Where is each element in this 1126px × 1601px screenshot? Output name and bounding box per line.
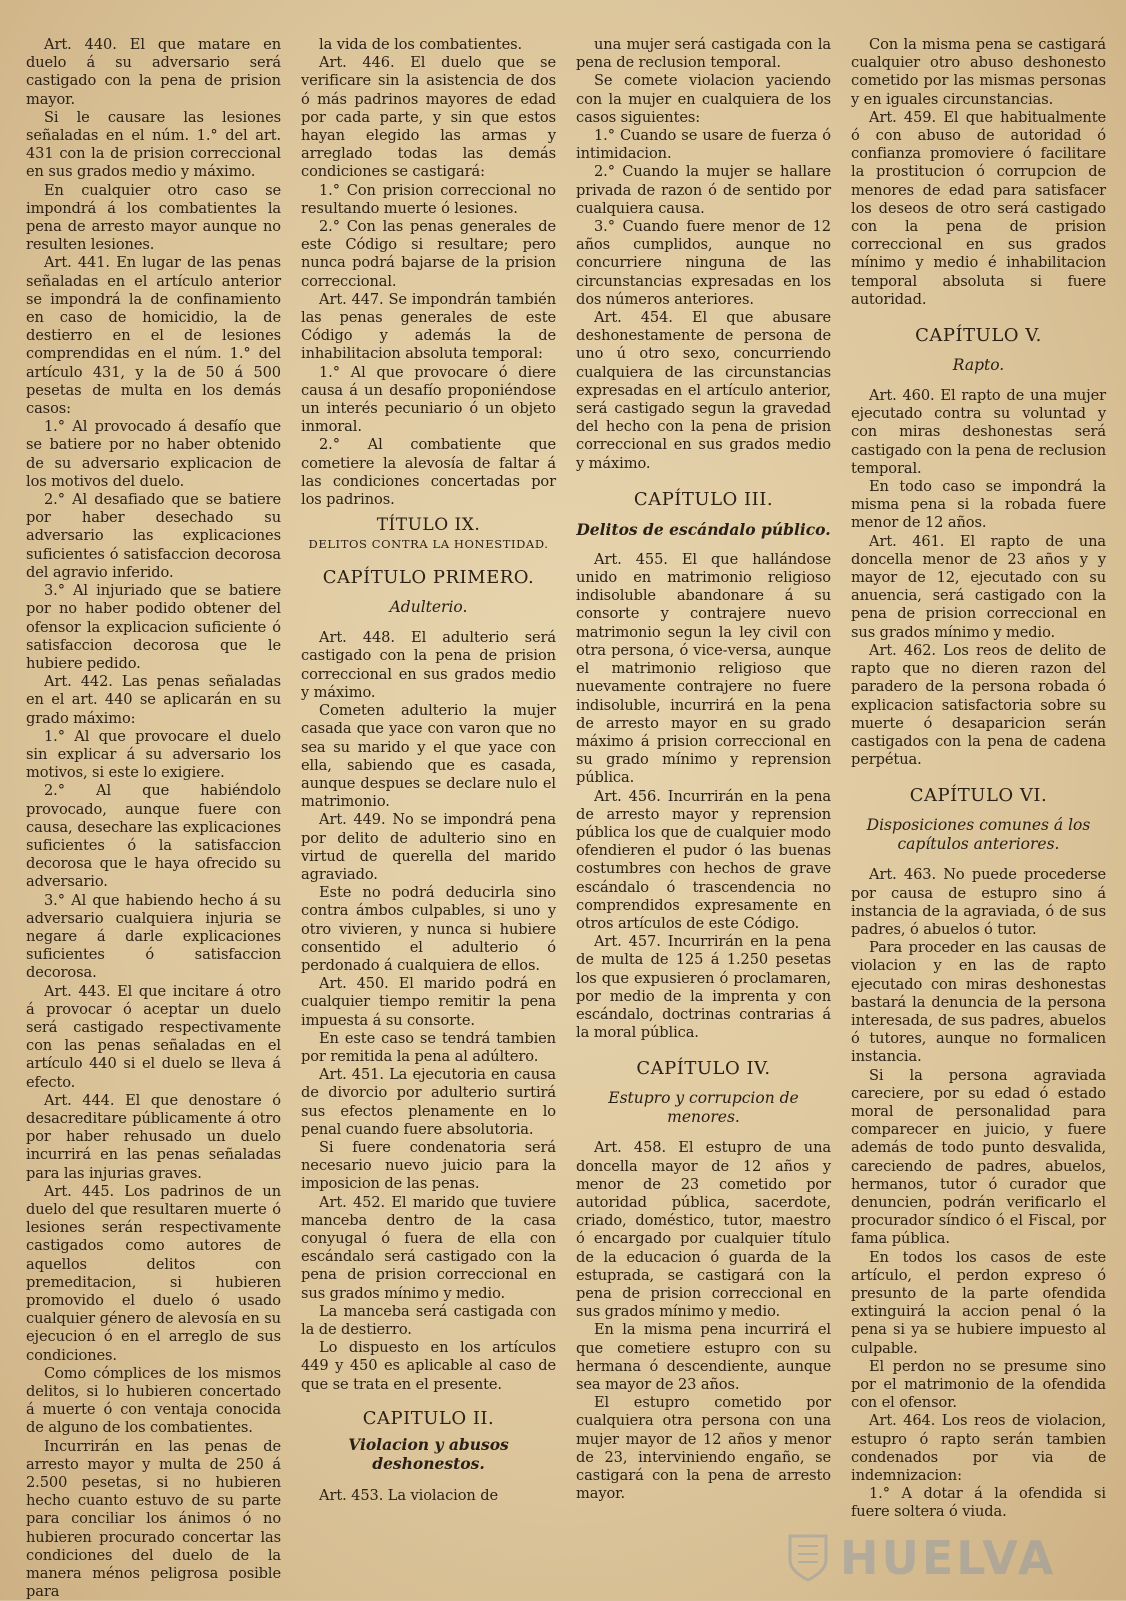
paragraph: Art. 442. Las penas señaladas en el art. 440 se aplicarán en su grado máximo:: [26, 673, 281, 727]
paragraph: 1.° Con prision correccional no resultando muerte ó lesiones.: [301, 181, 556, 217]
title-subheading: DELITOS CONTRA LA HONESTIDAD.: [308, 537, 549, 552]
paragraph: Art. 453. La violacion de: [319, 1486, 499, 1504]
paragraph: Art. 452. El marido que tuviere manceba dentro de la casa conyugal ó fuera de ella con escándalo será castigado con la pena de prision correccional en sus grados mínimo y medio.: [301, 1193, 556, 1302]
paragraph: En la misma pena incurrirá el que cometiere estupro con su hermana ó descendiente, aunque sea mayor de 23 años.: [576, 1321, 831, 1393]
column-1: [26, 36, 281, 1601]
paragraph: Si la persona agraviada careciere, por su edad ó estado moral de personalidad para comparecer en juicio, y fuere además de todo punto desvalida, careciendo de padres, abuelos, hermanos, tutor ó curador que denuncien, podrán verificarlo el procurador síndico ó el Fiscal, por fama pública.: [851, 1066, 1106, 1248]
archive-watermark: [786, 1530, 1057, 1586]
paragraph: Este no podrá deducirla sino contra ámbos culpables, si uno y otro vivieren, y nunca si hubiere consentido el adulterio ó perdonado á cualquiera de ellos.: [301, 884, 556, 974]
chapter-1-heading: CAPÍTULO PRIMERO.: [322, 567, 535, 589]
paragraph: 1.° Al que provocare ó diere causa á un desafío proponiéndose un interés pecuniario ó un objeto inmoral.: [301, 363, 556, 436]
paragraph: 1.° Al provocado á desafío que se batiere por no haber obtenido de su adversario explicacion de los motivos del duelo.: [26, 418, 281, 490]
paragraph: Art. 441. En lugar de las penas señaladas en el artículo anterior se impondrá la de confinamiento en caso de homicidio, la de destierro en el de lesiones comprendidas en el núm. 1.° del artículo 431, y la de 50 á 500 pesetas de multa en los demás casos:: [26, 254, 281, 418]
chapter-4-heading: CAPÍTULO IV.: [636, 1058, 771, 1080]
paragraph: 1.° Cuando se usare de fuerza ó intimidacion.: [576, 127, 831, 163]
paragraph: En todo caso se impondrá la misma pena si la robada fuere menor de 12 años.: [851, 478, 1106, 532]
paragraph: Art. 454. El que abusare deshonestamente de persona de uno ú otro sexo, concurriendo cualquiera de las circunstancias expresadas en el artículo anterior, será castigado segun la gravedad del hecho con la pena de prision correccional en sus grados medio y máximo.: [576, 309, 831, 472]
paragraph: 2.° Cuando la mujer se hallare privada de razon ó de sentido por cualquiera causa.: [576, 163, 831, 217]
chapter-5-subtitle: Rapto.: [952, 356, 1005, 375]
watermark-text: HUELVA: [840, 1531, 1057, 1585]
paragraph: la vida de los combatientes.: [319, 36, 523, 53]
column-3: [576, 36, 831, 1580]
paragraph: El estupro cometido por cualquiera otra persona con una mujer mayor de 12 años y menor de 23, interviniendo engaño, se castigará con la pena de arresto mayor.: [576, 1394, 831, 1503]
paragraph: Art. 447. Se impondrán también las penas generales de este Código y además la de inhabilitacion absoluta temporal:: [301, 290, 556, 363]
paragraph: Art. 448. El adulterio será castigado con la pena de prision correccional en sus grados medio y máximo.: [301, 629, 556, 701]
title-heading: TÍTULO IX.: [376, 515, 481, 536]
paragraph: Incurrirán en las penas de arresto mayor y multa de 250 á 2.500 pesetas, si no hubieren hecho cuanto estuvo de su parte para conciliar los ánimos ó no hubieren procurado concertar las condiciones del duelo de la manera ménos peligrosa posible para: [26, 1437, 281, 1601]
paragraph: El perdon no se presume sino por el matrimonio de la ofendida con el ofensor.: [851, 1357, 1106, 1412]
paragraph: Con la misma pena se castigará cualquier otro abuso deshonesto cometido por las mismas personas y en iguales circunstancias.: [851, 36, 1106, 108]
paragraph: Art. 440. El que matare en duelo á su adversario será castigado con la pena de prision mayor.: [26, 36, 281, 108]
paragraph: Art. 461. El rapto de una doncella menor de 23 años y y mayor de 12, ejecutado con su anuencia, será castigado con la pena de prision correccional en sus grados mínimo y medio.: [851, 532, 1106, 641]
paragraph: Lo dispuesto en los artículos 449 y 450 es aplicable al caso de que se trata en el presente.: [301, 1339, 556, 1393]
paragraph: Art. 449. No se impondrá pena por delito de adulterio sino en virtud de querella del marido agraviado.: [301, 811, 556, 883]
paragraph: una mujer será castigada con la pena de reclusion temporal.: [576, 36, 831, 72]
chapter-4-subtitle: Estupro y corrupcion de menores.: [608, 1089, 799, 1127]
paragraph: Art. 459. El que habitualmente ó con abuso de autoridad ó confianza promoviere ó facilitare la prostitucion ó corrupcion de menores de edad para satisfacer los deseos de otro será castigado con la pena de prision correccional en sus grados mínimo y medio é inhabilitacion temporal absoluta si fuere autoridad.: [851, 108, 1106, 308]
column-2: [301, 36, 556, 1580]
paragraph: Si le causare las lesiones señaladas en el núm. 1.° del art. 431 con la de prision correccional en sus grados medio y máximo.: [26, 108, 281, 181]
paragraph: La manceba será castigada con la de destierro.: [301, 1302, 556, 1338]
paragraph: Se comete violacion yaciendo con la mujer en cualquiera de los casos siguientes:: [576, 72, 831, 126]
paragraph: Art. 457. Incurrirán en la pena de multa de 125 á 1.250 pesetas los que expusieren ó proclamaren, por medio de la imprenta y con escándalo, doctrinas contrarias á la moral pública.: [576, 933, 831, 1042]
paragraph: Art. 458. El estupro de una doncella mayor de 12 años y menor de 23 cometido por autoridad pública, sacerdote, criado, doméstico, tutor, maestro ó encargado por cualquier título de la educacion ó guarda de la estuprada, se castigará con la pena de prision correccional en sus grados mínimo y medio.: [576, 1139, 831, 1321]
paragraph: Art. 464. Los reos de violacion, estupro ó rapto serán tambien condenados por via de indemnizacion:: [851, 1412, 1106, 1485]
chapter-6-heading: CAPÍTULO VI.: [909, 785, 1048, 807]
paragraph: Art. 450. El marido podrá en cualquier tiempo remitir la pena impuesta á su consorte.: [301, 975, 556, 1029]
chapter-3-heading: CAPÍTULO III.: [633, 488, 774, 510]
chapter-2-subtitle: Violacion y abusos deshonestos.: [348, 1434, 509, 1473]
paragraph: Art. 462. Los reos de delito de rapto que no dieren razon del paradero de la persona robada ó explicacion satisfactoria sobre su muerte ó desaparicion serán castigados con la pena de cadena perpétua.: [851, 641, 1106, 769]
paragraph: 3.° Al injuriado que se batiere por no haber podido obtener del ofensor la explicacion suficiente ó satisfaccion decorosa que le hubiere pedido.: [26, 582, 281, 672]
paragraph: Art. 446. El duelo que se verificare sin la asistencia de dos ó más padrinos mayores de edad por cada parte, y sin que estos hayan elegido las armas y arreglado todas las demás condiciones se castigará:: [301, 54, 556, 181]
paragraph: Como cómplices de los mismos delitos, si lo hubieren concertado á muerte ó con ventaja conocida de alguno de los combatientes.: [26, 1364, 281, 1437]
paragraph: 3.° Cuando fuere menor de 12 años cumplidos, aunque no concurriere ninguna de las circunstancias expresadas en los dos números anteriores.: [576, 218, 831, 308]
chapter-5-heading: CAPÍTULO V.: [915, 325, 1042, 347]
paragraph: 1.° A dotar á la ofendida si fuere soltera ó viuda.: [851, 1485, 1106, 1521]
paragraph: Art. 460. El rapto de una mujer ejecutado contra su voluntad y con miras deshonestas será castigado con la pena de reclusion temporal.: [851, 387, 1106, 477]
paragraph: Para proceder en las causas de violacion y en las de rapto ejecutado con miras deshonestas bastará la denuncia de la persona interesada, de sus padres, abuelos ó tutores, aunque no formalicen instancia.: [851, 939, 1106, 1066]
column-4: [851, 36, 1106, 1580]
chapter-2-heading: CAPITULO II.: [362, 1407, 495, 1429]
chapter-1-subtitle: Adulterio.: [389, 598, 468, 617]
paragraph: Art. 463. No puede procederse por causa de estupro sino á instancia de la agraviada, ó de sus padres, ó abuelos ó tutor.: [851, 866, 1106, 938]
paragraph: Art. 443. El que incitare á otro á provocar ó aceptar un duelo será castigado respectivamente con las penas señaladas en el artículo 440 si el duelo se lleva á efecto.: [26, 982, 281, 1091]
paragraph: 3.° Al que habiendo hecho á su adversario cualquiera injuria se negare á darle explicaciones suficientes ó satisfaccion decorosa.: [26, 891, 281, 982]
paragraph: En todos los casos de este artículo, el perdon expreso ó presunto de la parte ofendida extinguirá la accion penal ó la pena si ya se hubiere impuesto al culpable.: [851, 1248, 1106, 1357]
paragraph: Si fuere condenatoria será necesario nuevo juicio para la imposicion de las penas.: [301, 1138, 556, 1193]
paragraph: En cualquier otro caso se impondrá á los combatientes la pena de arresto mayor aunque no resulten lesiones.: [26, 181, 281, 254]
paragraph: 1.° Al que provocare el duelo sin explicar á su adversario los motivos, si este lo exigiere.: [26, 727, 281, 782]
chapter-3-subtitle: Delitos de escándalo público.: [576, 519, 831, 539]
paragraph: 2.° Con las penas generales de este Código si resultare; pero nunca podrá bajarse de la prision correccional.: [301, 218, 556, 290]
paragraph: 2.° Al desafiado que se batiere por haber desechado su adversario las explicaciones suficientes ó satisfaccion decorosa del agravio inferido.: [26, 491, 281, 581]
paragraph: En este caso se tendrá tambien por remitida la pena al adúltero.: [301, 1029, 556, 1065]
paragraph: Art. 451. La ejecutoria en causa de divorcio por adulterio surtirá sus efectos plenamente en lo penal cuando fuere absolutoria.: [301, 1066, 556, 1138]
paragraph: 2.° Al que habiéndolo provocado, aunque fuere con causa, desechare las explicaciones suficientes ó la satisfaccion decorosa que le haya ofrecido su adversario.: [26, 782, 281, 891]
chapter-6-subtitle: Disposiciones comunes á los capítulos anteriores.: [866, 816, 1091, 854]
paragraph: Art. 444. El que denostare ó desacreditare públicamente á otro por haber rehusado un duelo incurrirá en las penas señaladas para las injurias graves.: [26, 1091, 281, 1182]
paragraph: 2.° Al combatiente que cometiere la alevosía de faltar á las condiciones concertadas por los padrinos.: [301, 436, 556, 509]
paragraph: Art. 455. El que hallándose unido en matrimonio religioso indisoluble abandonare á su consorte y contrajere nuevo matrimonio segun la ley civil con otra persona, ó vice-versa, aunque el matrimonio religioso que nuevamente contrajere no fuere indisoluble, incurrirá en la pena de arresto mayor en su grado máximo á prision correccional en su grado mínimo y reprension pública.: [576, 550, 831, 787]
shield-icon: [786, 1532, 830, 1584]
paragraph: Art. 456. Incurrirán en la pena de arresto mayor y reprension pública los que de cualquier modo ofendieren el pudor ó las buenas costumbres con hechos de grave escándalo ó trascendencia no comprendidos expresamente en otros artículos de este Código.: [576, 787, 831, 932]
paragraph: Art. 445. Los padrinos de un duelo del que resultaren muerte ó lesiones serán respectivamente castigados como autores de aquellos delitos con premeditacion, si hubieren promovido el duelo ó usado cualquier género de alevosía en su ejecucion ó en el arreglo de sus condiciones.: [26, 1182, 281, 1364]
paragraph: Cometen adulterio la mujer casada que yace con varon que no sea su marido y el que yace con ella, sabiendo que es casada, aunque despues se declare nulo el matrimonio.: [301, 702, 556, 811]
